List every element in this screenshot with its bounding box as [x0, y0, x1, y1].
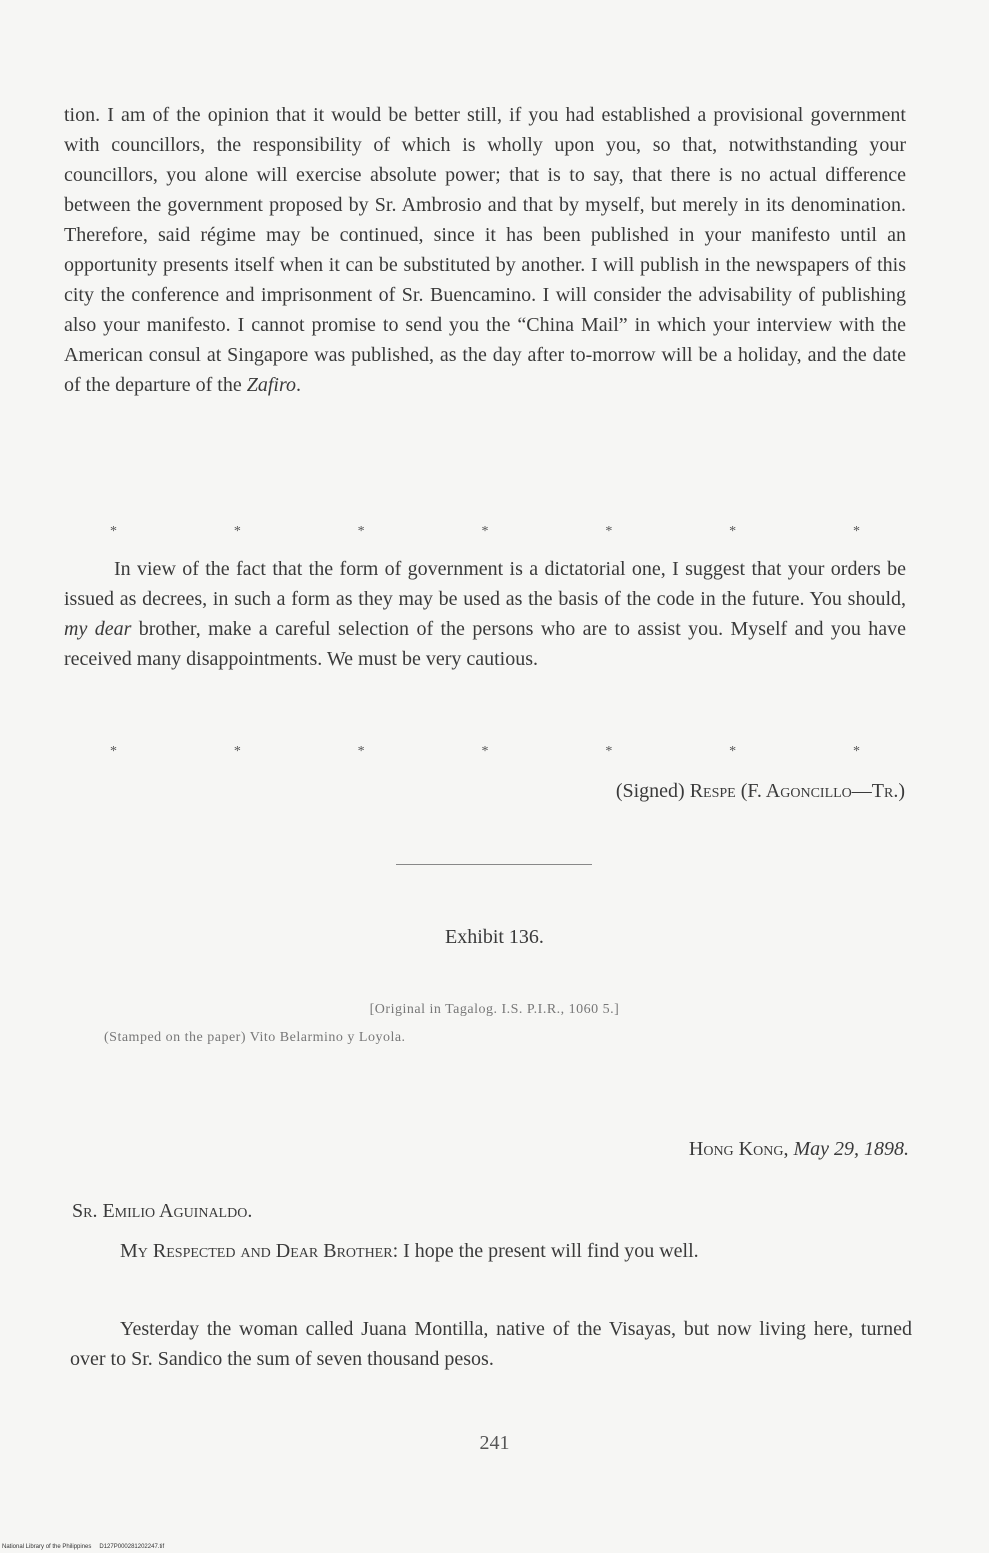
addressee: Sr. Emilio Aguinaldo.	[72, 1200, 253, 1222]
exhibit-title: Exhibit 136.	[445, 926, 544, 948]
original-note: [Original in Tagalog. I.S. P.I.R., 1060 5.]	[369, 1002, 620, 1017]
section-divider	[396, 864, 592, 865]
scan-footer: National Library of the Philippines D127P000281202247.tif	[2, 1544, 165, 1550]
signature-line: (Signed) Respe (F. Agoncillo—Tr.)	[615, 780, 905, 802]
letter-paragraph-3: Yesterday the woman called Juana Montilla, native of the Visayas, but now living here, turned over to Sr. Sandico the sum of seven thousand pesos.	[70, 1318, 912, 1370]
ship-name: Zafiro	[246, 374, 296, 396]
page-number: 241	[479, 1432, 510, 1454]
stamp-note: (Stamped on the paper) Vito Belarmino y Loyola.	[104, 1030, 406, 1045]
dateline: Hong Kong, May 29, 1898.	[688, 1138, 909, 1160]
letter-paragraph-2: In view of the fact that the form of government is a dictatorial one, I suggest that your orders be issued as decrees, in such a form as they may be used as the basis of the code in the future. You should, my dear brother, make a careful selection of the persons who are to assist you. Myself and you have received many disappointments. We must be very cautious.	[64, 558, 906, 670]
signature-name: Respe	[689, 780, 736, 802]
letter-paragraph-1: tion. I am of the opinion that it would be better still, if you had established a provisional government with councillors, the responsibility of which is wholly upon you, so that, notwithstanding your councillors, you alone will exercise absolute power; that is to say, that there is no actual difference between the government proposed by Sr. Ambrosio and that by myself, but merely in its denomination. Therefore, said régime may be continued, since it has been published in your manifesto until an opportunity presents itself when it can be substituted by another. I will publish in the newspapers of this city the conference and imprisonment of Sr. Buencamino. I will consider the advisability of publishing also your manifesto. I cannot promise to send you the “China Mail” in which your interview with the American consul at Singapore was published, as the day after to-morrow will be a holiday, and the date of the departure of the Zafiro.	[64, 104, 906, 396]
ellipsis-stars-1: * * * * * * *	[110, 524, 860, 539]
salutation-paragraph: My Respected and Dear Brother: I hope the present will find you well.	[120, 1240, 699, 1262]
ellipsis-stars-2: * * * * * * *	[110, 744, 860, 759]
